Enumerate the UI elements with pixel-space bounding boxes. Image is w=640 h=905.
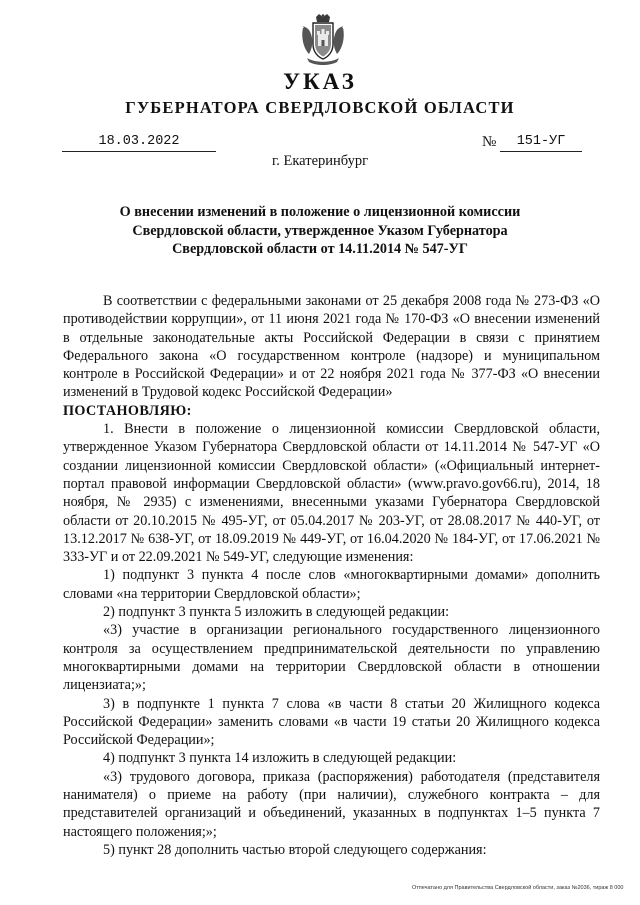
body-paragraph: 2) подпункт 3 пункта 5 изложить в следующей редакции: bbox=[103, 604, 450, 621]
body-paragraph: 5) пункт 28 дополнить частью второй следующего содержания: bbox=[103, 841, 487, 858]
coat-of-arms-icon bbox=[299, 14, 347, 66]
number-sign: № bbox=[482, 134, 497, 150]
print-note: Отпечатано для Правительства Свердловской области, заказ №2036, тираж 8 000 bbox=[412, 885, 624, 891]
body-paragraph: 1. Внести в положение о лицензионной комиссии Свердловской области, утвержденное Указом Губернатора Свердловской области от 14.11.2014 № 547-УГ «О создании лицензионной комиссии Свердловской области» («Официальный интернет-портал правовой информации Свердловской области» (www.pravo.gov66.ru), 2014, 18 ноября, № 2935) с изменениями, внесенными указами Губернатора Свердловской области от 20.10.2015 № 495-УГ, от 05.04.2017 № 203-УГ, от 28.08.2017 № 440-УГ, от 13.12.2017 № 638-УГ, от 18.09.2019 № 449-УГ, от 16.04.2020 № 184-УГ, от 17.06.2021 № 333-УГ и от 22.09.2021 № 549-УГ, следующие изменения: bbox=[63, 421, 600, 566]
city-line: г. Екатеринбург bbox=[271, 153, 369, 169]
decree-title: УКАЗ bbox=[283, 69, 357, 94]
decree-body bbox=[63, 292, 600, 859]
body-paragraph: «3) участие в организации регионального государственного лицензионного контроля за осуществлением предпринимательской деятельности по управлению многоквартирными домами на территории Свердловской области в отношении лицензиата;»; bbox=[63, 622, 600, 694]
decree-date: 18.03.2022 bbox=[62, 133, 216, 152]
body-paragraph: 3) в подпункте 1 пункта 7 слова «в части 8 статьи 20 Жилищного кодекса Российской Федерации» заменить словами «в части 19 статьи 20 Жилищного кодекса Российской Федерации»; bbox=[63, 695, 600, 749]
preamble-paragraph: В соответствии с федеральными законами от 25 декабря 2008 года № 273-ФЗ «О противодействии коррупции», от 11 июня 2021 года № 170-ФЗ «О внесении изменений в отдельные законодательные акты Российской Федерации в связи с принятием Федерального закона «О государственном контроле (надзоре) и муниципальном контроле в Российской Федерации» и от 22 ноября 2021 года № 377-ФЗ «О внесении изменений в Трудовой кодекс Российской Федерации» bbox=[63, 293, 600, 401]
body-paragraph: 4) подпункт 3 пункта 14 изложить в следующей редакции: bbox=[103, 750, 457, 767]
decree-number: 151-УГ bbox=[500, 133, 582, 152]
document-title: О внесении изменений в положение о лицензионной комиссии Свердловской области, утвержденное Указом Губернатора Свердловской области от 14.11.2014 № 547-УГ bbox=[119, 204, 521, 257]
body-paragraph: 1) подпункт 3 пункта 4 после слов «многоквартирными домами» дополнить словами «на территории Свердловской области»; bbox=[63, 567, 600, 602]
body-paragraph: «3) трудового договора, приказа (распоряжения) работодателя (представителя нанимателя) о приеме на работу (при наличии), служебного контракта – для представителей организаций и объединений, указанных в подпунктах 1–5 пункта 7 настоящего положения;»; bbox=[63, 768, 600, 840]
resolution-word: ПОСТАНОВЛЯЮ: bbox=[63, 402, 192, 419]
issuer-title: ГУБЕРНАТОРА СВЕРДЛОВСКОЙ ОБЛАСТИ bbox=[125, 98, 515, 117]
